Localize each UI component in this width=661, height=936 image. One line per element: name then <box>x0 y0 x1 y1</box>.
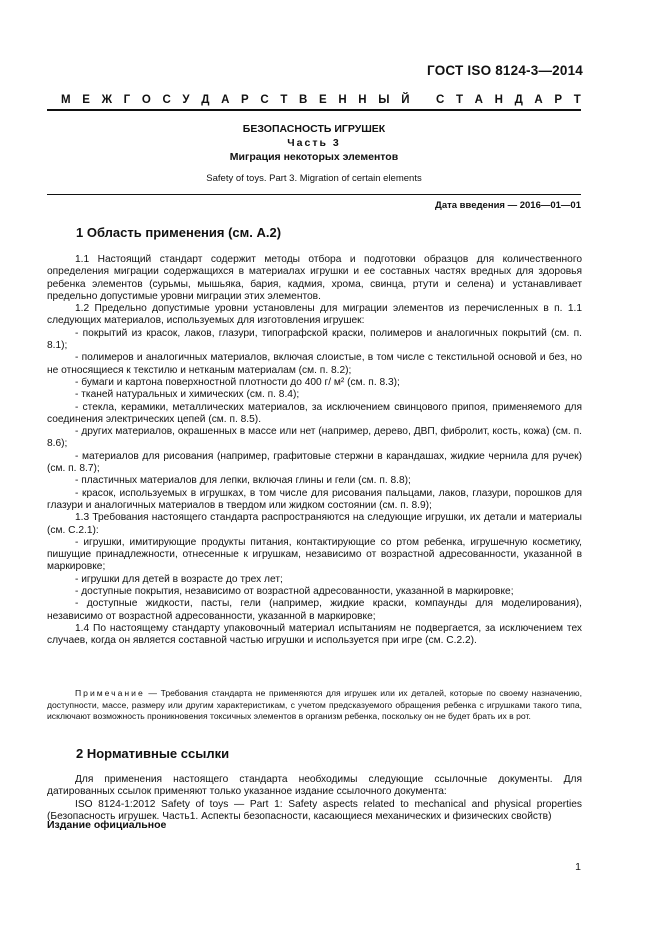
title-rule <box>47 194 581 195</box>
banner-letter: Н <box>494 94 503 106</box>
paragraph: Для применения настоящего стандарта необходимы следующие ссылочные документы. Для датированных ссылок применяют только указанное издание ссылочного документа: <box>47 774 582 798</box>
banner-letter: Т <box>280 94 288 106</box>
english-title: Safety of toys. Part 3. Migration of certain elements <box>206 173 422 184</box>
section-1-note <box>47 688 582 723</box>
paragraph: - игрушки, имитирующие продукты питания, контактирующие со ртом ребенка, игрушечную косметику, пишущие принадлежности, отнесенные к игрушкам, независимо от возрастной адресованности, указанной в маркировке; <box>47 536 582 573</box>
section-1-body <box>47 254 582 648</box>
banner-letter: О <box>141 94 151 106</box>
banner-letter: Е <box>82 94 90 106</box>
official-edition-label: Издание официальное <box>47 819 167 831</box>
paragraph: - материалов для рисования (например, графитовые стержни в карандашах, жидкие чернила для ручек) (см. п. 8.7); <box>47 450 582 475</box>
paragraph: 1.3 Требования настоящего стандарта распространяются на следующие игрушки, их детали и материалы (см. С.2.1): <box>47 512 582 536</box>
banner-letter: Р <box>554 94 563 106</box>
banner-letter: Й <box>401 94 410 106</box>
paragraph: - других материалов, окрашенных в массе или нет (например, дерево, ДВП, фибролит, кость, кожа) (см. п. 8.6); <box>47 426 582 450</box>
paragraph: ISO 8124-1:2012 Safety of toys — Part 1: Safety aspects related to mechanical and physical properties (Безопасность игрушек. Часть1. Аспекты безопасности, касающиеся механических и физических свойств) <box>47 798 582 822</box>
paragraph: 1.4 По настоящему стандарту упаковочный материал испытаниям не подвергается, за исключением тех случаев, когда он является составной частью игрушки и используется при игре (см. С.2.2). <box>47 622 582 647</box>
paragraph: - доступные жидкости, пасты, гели (например, жидкие краски, компаунды для моделирования), независимо от возрастной адресованности, указанной в маркировке; <box>47 598 582 622</box>
paragraph: - бумаги и картона поверхностной плотности до 400 г/ м² (см. п. 8.3); <box>75 376 400 388</box>
paragraph: 1.1 Настоящий стандарт содержит методы отбора и подготовки образцов для количественного определения миграции содержащихся в материалах игрушки и ее составных частях вредных для здоровья ребенка элементов (сурьмы, мышьяка, бария, кадмия, хрома, свинца, ртути и селена) и устанавливает предельно допустимые уровни миграции этих элементов. <box>47 254 582 302</box>
paragraph: - полимеров и аналогичных материалов, включая слоистые, в том числе с текстильной основой и без, но не относящиеся к текстилю и нетканым материалам (см. п. 8.2); <box>47 352 582 376</box>
paragraph: - стекла, керамики, металлических материалов, за исключением свинцового припоя, применяемого для соединения электрических цепей (см. п. 8.5). <box>47 401 582 425</box>
paragraph: - покрытий из красок, лаков, глазури, типографской краски, полимеров и аналогичных покрытий (см. п. 8.1); <box>47 327 582 352</box>
paragraph: - доступные покрытия, независимо от возрастной адресованности, указанной в маркировке; <box>75 586 514 598</box>
banner-letter: А <box>221 94 230 106</box>
paragraph: - тканей натуральных и химических (см. п. 8.4); <box>75 389 300 401</box>
paragraph: 1.2 Предельно допустимые уровни установлены для миграции элементов из перечисленных в п. 1.1 следующих материалов, используемых для изготовления игрушек: <box>47 303 582 327</box>
banner-letter: Н <box>358 94 367 106</box>
introduction-date: Дата введения — 2016—01—01 <box>435 200 581 211</box>
banner-letter: С <box>260 94 269 106</box>
paragraph: - пластичных материалов для лепки, включая глины и гели (см. п. 8.8); <box>75 475 411 487</box>
banner-letter: М <box>61 94 71 106</box>
title-line-3: Миграция некоторых элементов <box>229 151 399 163</box>
banner-letter: Т <box>455 94 463 106</box>
banner-letter: С <box>435 94 445 106</box>
banner-letter: Ж <box>101 94 112 106</box>
banner-letter: У <box>182 94 190 106</box>
banner-letter: С <box>162 94 171 106</box>
section-2-body <box>47 774 582 823</box>
banner-letter: В <box>299 94 308 106</box>
banner-letter: Н <box>338 94 347 106</box>
title-block <box>47 122 581 164</box>
banner-letter <box>421 94 424 106</box>
banner-letter: Е <box>319 94 327 106</box>
paragraph: - красок, используемых в игрушках, в том числе для рисования пальцами, лаков, глазури, порошков для глазури и аналогичных материалов в твердом или жидком состоянии (см. п. 8.9); <box>47 487 582 511</box>
section-1-heading: 1 Область применения (см. А.2) <box>76 225 282 240</box>
banner-letter: Д <box>514 94 523 106</box>
banner-letter: Т <box>573 94 581 106</box>
note-text: — Требования стандарта не применяются для игрушек или их деталей, которые по своему назначению, доступности, массе, размеру или другим характеристикам, с учетом предсказуемого обращения ребенка с игрушками такого типа, исключают возможность проникновения токсичных элементов в организм ребенка, поскольку он не будет брать их в рот. <box>47 688 582 721</box>
banner-letter: Р <box>241 94 249 106</box>
note-label: Примечание <box>75 688 145 698</box>
paragraph: - игрушки для детей в возрасте до трех лет; <box>75 573 283 585</box>
page-number: 1 <box>575 861 581 873</box>
section-2-heading: 2 Нормативные ссылки <box>76 746 230 761</box>
banner-letter: Д <box>201 94 210 106</box>
title-line-2: Часть 3 <box>287 137 341 149</box>
title-line-1: БЕЗОПАСНОСТЬ ИГРУШЕК <box>242 123 386 135</box>
banner-letter: Ы <box>378 94 390 106</box>
standard-number: ГОСТ ISO 8124-3—2014 <box>427 63 583 78</box>
banner-letter: А <box>474 94 483 106</box>
header-rule <box>47 109 581 111</box>
banner-letter: Г <box>123 94 131 106</box>
interstate-standard-banner <box>61 94 581 106</box>
banner-letter: А <box>534 94 543 106</box>
